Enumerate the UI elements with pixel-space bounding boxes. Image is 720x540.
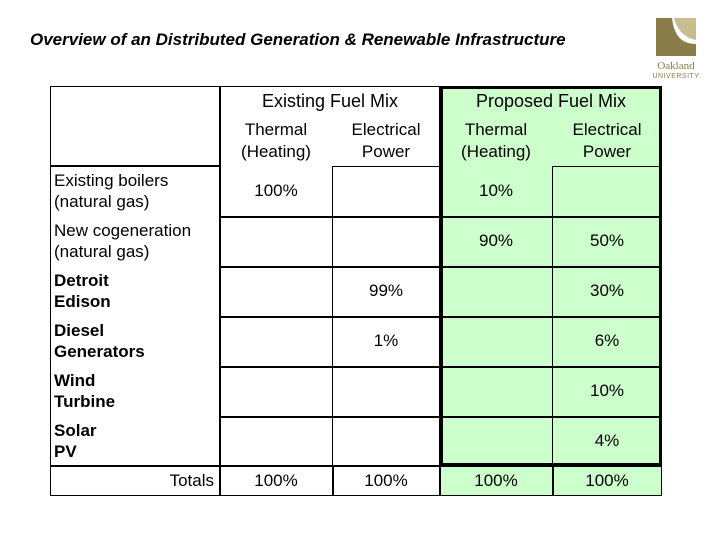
column-subheader: Thermal (Heating) [241,120,311,161]
table-value: 4% [594,431,620,450]
table-corner-cell [50,86,220,166]
table-value: 30% [589,281,625,300]
table-value: 10% [478,181,514,200]
table-value: 6% [594,331,620,350]
table-value: 99% [368,281,404,300]
table-value: 1% [373,331,399,350]
university-logo [648,14,704,84]
group-header: Existing Fuel Mix [261,90,399,111]
slide-title: Overview of an Distributed Generation & Renewable Infrastructure [30,30,566,49]
totals-label: Totals [169,471,214,490]
totals-value: 100% [254,471,298,490]
table-value: 50% [589,231,625,250]
logo-emblem-icon [648,14,704,60]
row-label: Existing boilers (natural gas) [54,171,169,211]
row-label: Detroit Edison [54,271,111,311]
row-label: New cogeneration (natural gas) [54,221,192,261]
table-value: 10% [589,381,625,400]
row-label: Solar PV [54,421,97,461]
column-subheader: Thermal (Heating) [461,120,531,161]
column-subheader: Electrical Power [351,120,421,161]
totals-value: 100% [585,471,629,490]
totals-value: 100% [474,471,518,490]
row-label: Wind Turbine [54,371,116,411]
table-value: 100% [254,181,298,200]
row-label: Diesel Generators [54,321,145,361]
totals-value: 100% [364,471,408,490]
table-value: 90% [478,231,514,250]
logo-wordmark: Oakland [657,60,695,72]
group-header: Proposed Fuel Mix [475,90,627,111]
logo-subtitle: UNIVERSITY [652,73,700,80]
column-subheader: Electrical Power [572,120,642,161]
